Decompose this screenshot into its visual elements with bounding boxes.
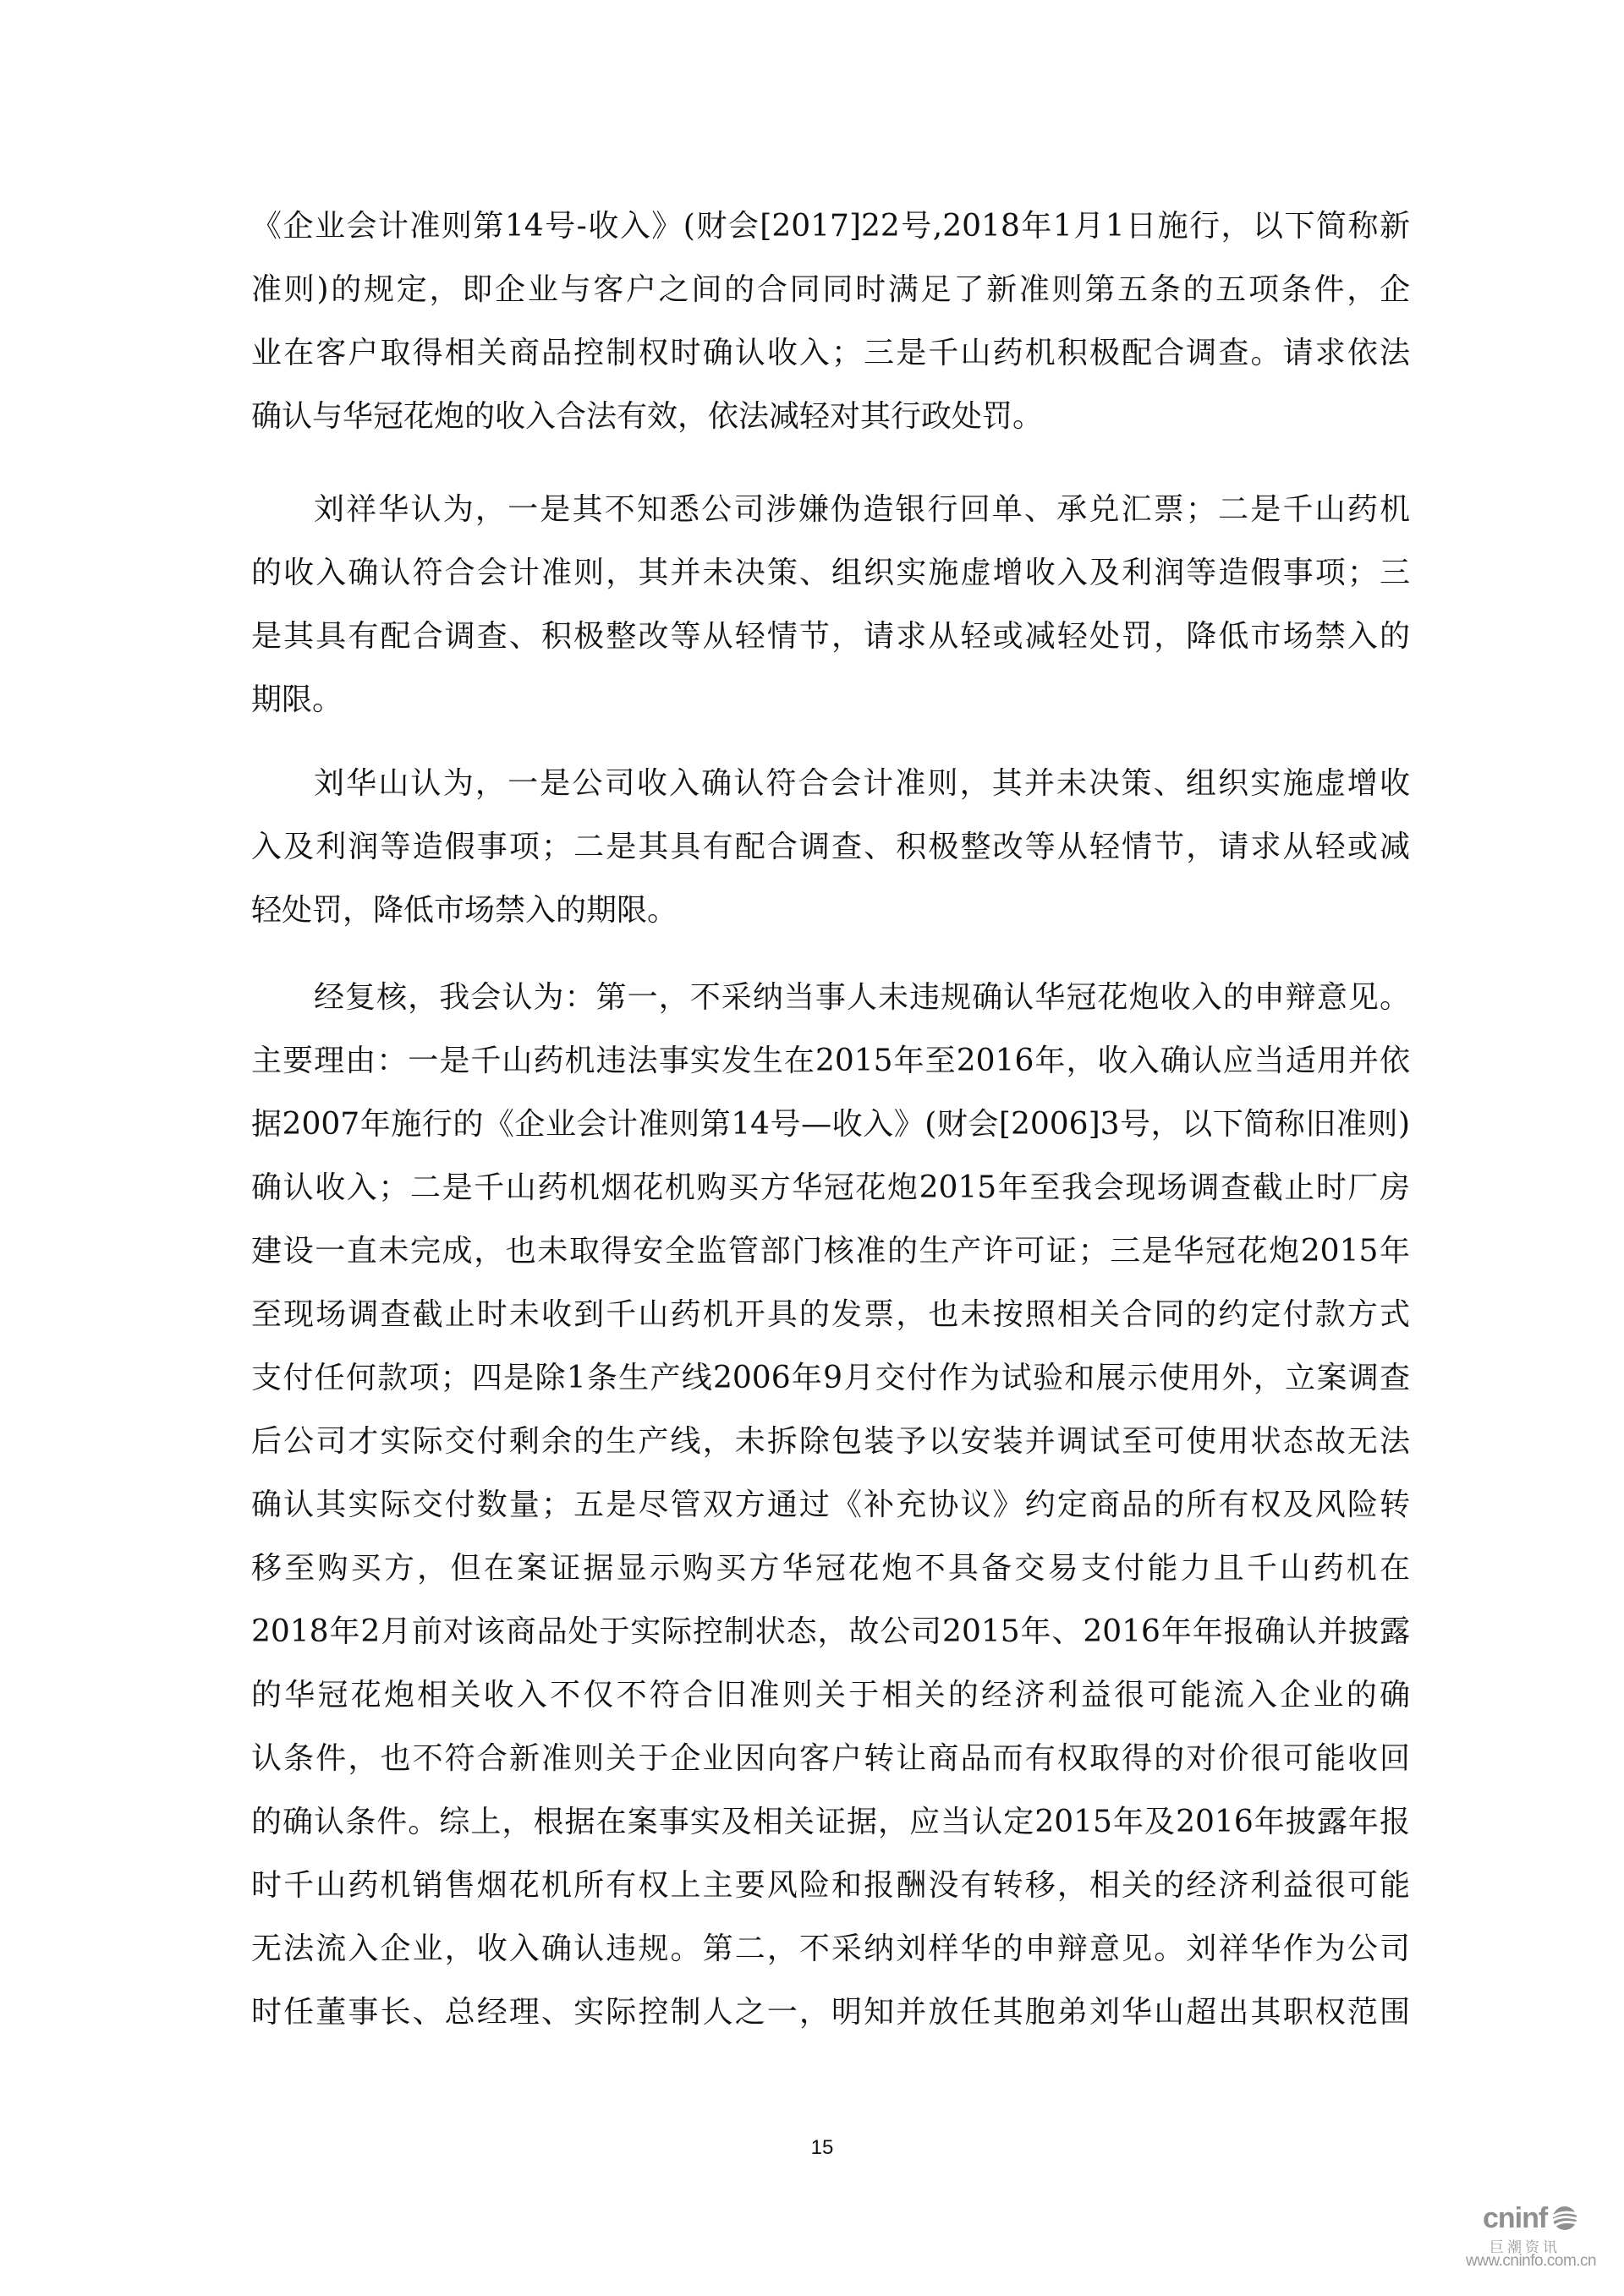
- logo-chinese-name: 巨潮资讯: [1490, 2239, 1561, 2255]
- paragraph-4-line-4: 确认收入；二是千山药机烟花机购买方华冠花炮2015年至我会现场调查截止时厂房: [251, 1170, 1410, 1205]
- logo-brand-row: [1483, 2202, 1580, 2234]
- paragraph-2-line-3: 是其具有配合调查、积极整改等从轻情节，请求从轻或减轻处罚，降低市场禁入的: [251, 619, 1410, 654]
- cninfo-watermark-logo: [1451, 2199, 1620, 2275]
- paragraph-2-line-2: 的收入确认符合会计准则，其并未决策、组织实施虚增收入及利润等造假事项；三: [251, 556, 1410, 590]
- paragraph-4-line-16: 无法流入企业，收入确认违规。第二，不采纳刘样华的申辩意见。刘祥华作为公司: [251, 1932, 1410, 1966]
- paragraph-4-line-5: 建设一直未完成，也未取得安全监管部门核准的生产许可证；三是华冠花炮2015年: [251, 1234, 1410, 1269]
- cninfo-swirl-logo-icon: [1550, 2206, 1580, 2231]
- paragraph-3-line-2: 入及利润等造假事项；二是其具有配合调查、积极整改等从轻情节，请求从轻或减: [251, 830, 1410, 864]
- paragraph-4-line-17: 时任董事长、总经理、实际控制人之一，明知并放任其胞弟刘华山超出其职权范围: [251, 1995, 1410, 2030]
- paragraph-4-line-15: 时千山药机销售烟花机所有权上主要风险和报酬没有转移，相关的经济利益很可能: [251, 1868, 1410, 1903]
- paragraph-4-line-13: 认条件，也不符合新准则关于企业因向客户转让商品而有权取得的对价很可能收回: [251, 1741, 1410, 1776]
- paragraph-4-line-9: 确认其实际交付数量；五是尽管双方通过《补充协议》约定商品的所有权及风险转: [251, 1488, 1410, 1522]
- paragraph-3-line-1: 刘华山认为，一是公司收入确认符合会计准则，其并未决策、组织实施虚增收: [314, 766, 1410, 801]
- paragraph-4-line-1: 经复核，我会认为：第一，不采纳当事人未违规确认华冠花炮收入的申辩意见。: [314, 980, 1410, 1015]
- paragraph-1-line-1: 《企业会计准则第14号-收入》(财会[2017]22号,2018年1月1日施行，以下简称新: [251, 209, 1410, 244]
- paragraph-2-line-1: 刘祥华认为，一是其不知悉公司涉嫌伪造银行回单、承兑汇票；二是千山药机: [314, 492, 1410, 527]
- paragraph-4-line-14: 的确认条件。综上，根据在案事实及相关证据，应当认定2015年及2016年披露年报: [251, 1805, 1410, 1839]
- paragraph-1-line-4: 确认与华冠花炮的收入合法有效，依法减轻对其行政处罚。: [251, 399, 1044, 434]
- paragraph-1-line-3: 业在客户取得相关商品控制权时确认收入；三是千山药机积极配合调查。请求依法: [251, 336, 1410, 370]
- paragraph-3-line-3: 轻处罚，降低市场禁入的期限。: [251, 893, 678, 928]
- paragraph-4-line-6: 至现场调查截止时未收到千山药机开具的发票，也未按照相关合同的约定付款方式: [251, 1297, 1410, 1332]
- logo-url: www.cninfo.com.cn: [1466, 2252, 1597, 2270]
- paragraph-4-line-7: 支付任何款项；四是除1条生产线2006年9月交付作为试验和展示使用外，立案调查: [251, 1361, 1410, 1395]
- paragraph-4-line-8: 后公司才实际交付剩余的生产线，未拆除包装予以安装并调试至可使用状态故无法: [251, 1424, 1410, 1459]
- paragraph-2-line-4: 期限。: [251, 682, 343, 717]
- logo-brand-text: cninf: [1483, 2202, 1548, 2234]
- paragraph-4-line-10: 移至购买方，但在案证据显示购买方华冠花炮不具备交易支付能力且千山药机在: [251, 1551, 1410, 1586]
- paragraph-4-line-2: 主要理由：一是千山药机违法事实发生在2015年至2016年，收入确认应当适用并依: [251, 1044, 1410, 1078]
- paragraph-4-line-12: 的华冠花炮相关收入不仅不符合旧准则关于相关的经济利益很可能流入企业的确: [251, 1678, 1410, 1712]
- paragraph-4-line-3: 据2007年施行的《企业会计准则第14号—收入》(财会[2006]3号，以下简称旧准则): [251, 1107, 1410, 1142]
- page-number: 15: [810, 2136, 834, 2159]
- paragraph-4-line-11: 2018年2月前对该商品处于实际控制状态，故公司2015年、2016年年报确认并披露: [251, 1614, 1410, 1649]
- paragraph-1-line-2: 准则)的规定，即企业与客户之间的合同同时满足了新准则第五条的五项条件，企: [251, 272, 1410, 307]
